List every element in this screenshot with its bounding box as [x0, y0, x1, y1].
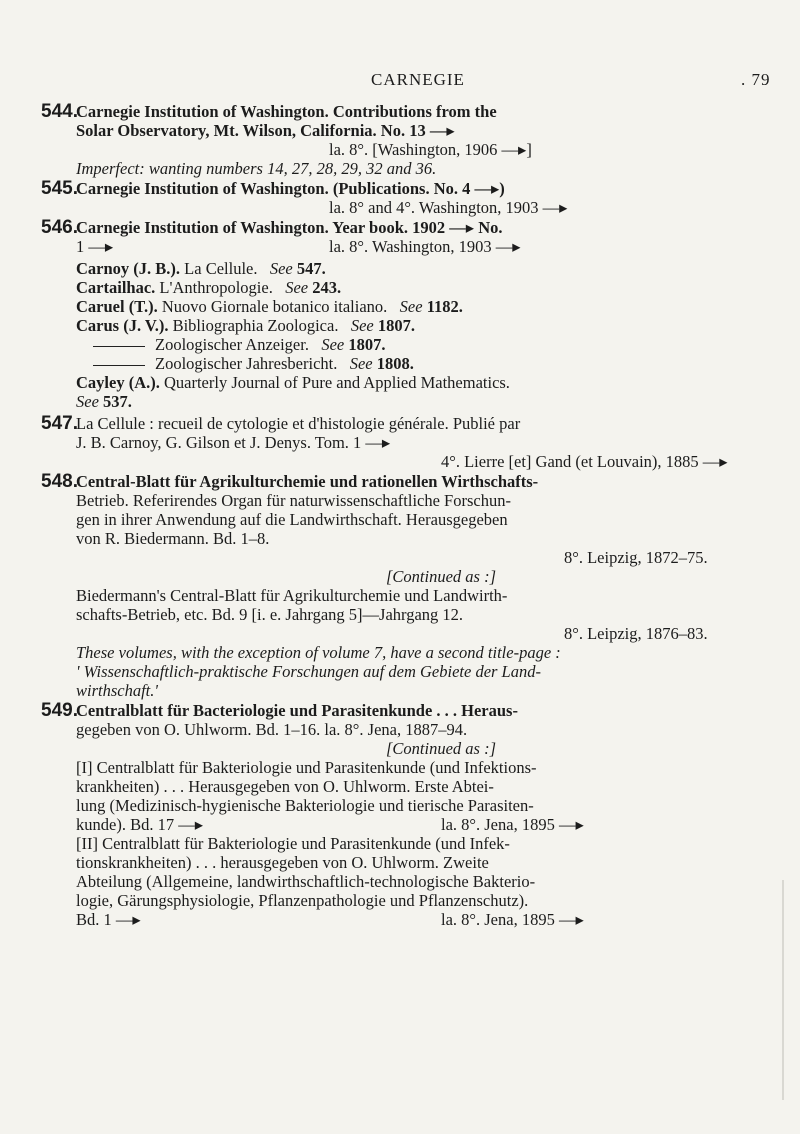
imprint-line: la. 8°. Jena, 1895 —▸	[441, 815, 584, 834]
entry-line: Central-Blatt für Agrikulturchemie und rationellen Wirthschafts-	[76, 472, 539, 491]
see-label: See	[321, 335, 345, 354]
entry-line: 1 —▸	[76, 237, 114, 256]
note-line: wirthschaft.'	[76, 681, 158, 700]
entry-line: Bd. 1 —▸	[76, 910, 141, 929]
ref-head: Cayley (A.).	[76, 373, 160, 392]
imprint-line: 8°. Leipzig, 1876–83.	[564, 624, 708, 643]
see-label: See	[269, 259, 293, 278]
entry-line: Solar Observatory, Mt. Wilson, California. No. 13 —▸	[76, 121, 455, 140]
ref-target: 537.	[103, 392, 132, 411]
ditto-rule	[93, 365, 145, 366]
imprint-line: la. 8°. [Washington, 1906 —▸]	[329, 140, 532, 159]
entry-546	[41, 218, 766, 256]
running-head	[0, 70, 800, 94]
page-number: . 79	[741, 70, 771, 89]
entry-line: gen in ihrer Anwendung auf die Landwirthschaft. Herausgegeben	[76, 510, 508, 529]
ref-text: La Cellule.	[184, 259, 258, 278]
continued-note: [Continued as :]	[386, 567, 497, 586]
entry-line: Betrieb. Referirendes Organ für naturwissenschaftliche Forschun-	[76, 491, 511, 510]
page-crease	[782, 880, 784, 1100]
entry-number: 546.	[41, 217, 78, 238]
ref-text: Bibliographia Zoologica.	[172, 316, 339, 335]
entry-544	[41, 102, 766, 178]
entry-line: Carnegie Institution of Washington. Year book. 1902 —▸ No.	[76, 218, 503, 237]
entry-number: 544.	[41, 101, 78, 122]
entry-number: 549.	[41, 700, 78, 721]
entry-line: Carnegie Institution of Washington. (Publications. No. 4 —▸)	[76, 179, 505, 198]
ref-target: 1182.	[426, 297, 463, 316]
entry-line: logie, Gärungsphysiologie, Pflanzenpathologie und Pflanzenschutz).	[76, 891, 529, 910]
entry-line: kunde). Bd. 17 —▸	[76, 815, 203, 834]
see-label: See	[285, 278, 309, 297]
cross-references	[41, 259, 766, 411]
entry-line: Biedermann's Central-Blatt für Agrikulturchemie und Landwirth-	[76, 586, 508, 605]
see-label: See	[76, 392, 99, 411]
imprint-line: 4°. Lierre [et] Gand (et Louvain), 1885 —▸	[441, 452, 728, 471]
entry-line: J. B. Carnoy, G. Gilson et J. Denys. Tom. 1 —▸	[76, 433, 391, 452]
imprint-line: la. 8°. Jena, 1895 —▸	[441, 910, 584, 929]
entry-549	[41, 701, 766, 929]
ditto-rule	[93, 346, 145, 347]
entry-line: Abteilung (Allgemeine, landwirthschaftlich-technologische Bakterio-	[76, 872, 536, 891]
ref-target: 547.	[296, 259, 326, 278]
entry-number: 547.	[41, 413, 78, 434]
note-line: Imperfect: wanting numbers 14, 27, 28, 29, 32 and 36.	[76, 159, 437, 178]
entry-545	[41, 179, 766, 217]
entry-line: schafts-Betrieb, etc. Bd. 9 [i. e. Jahrgang 5]—Jahrgang 12.	[76, 605, 464, 624]
see-label: See	[350, 316, 374, 335]
see-label: See	[349, 354, 373, 373]
ref-target: 1807.	[377, 316, 415, 335]
ref-head: Carus (J. V.).	[76, 316, 169, 335]
imprint-line: 8°. Leipzig, 1872–75.	[564, 548, 708, 567]
ref-text: L'Anthropologie.	[159, 278, 273, 297]
imprint-line: la. 8°. Washington, 1903 —▸	[329, 237, 521, 256]
entry-number: 548.	[41, 471, 78, 492]
entry-line: von R. Biedermann. Bd. 1–8.	[76, 529, 270, 548]
entry-line: tionskrankheiten) . . . herausgegeben von O. Uhlworm. Zweite	[76, 853, 489, 872]
ref-target: 243.	[312, 278, 342, 297]
note-line: ' Wissenschaftlich-praktische Forschungen auf dem Gebiete der Land-	[76, 662, 541, 681]
catalog-entries	[41, 102, 766, 930]
page-title: CARNEGIE	[371, 70, 465, 89]
entry-547	[41, 414, 766, 471]
ref-text: Zoologischer Jahresbericht.	[155, 354, 338, 373]
ref-text: Zoologischer Anzeiger.	[155, 335, 309, 354]
entry-line: La Cellule : recueil de cytologie et d'histologie générale. Publié par	[76, 414, 521, 433]
entry-line: Carnegie Institution of Washington. Contributions from the	[76, 102, 497, 121]
entry-line: krankheiten) . . . Herausgegeben von O. Uhlworm. Erste Abtei-	[76, 777, 494, 796]
entry-line: [I] Centralblatt für Bakteriologie und Parasitenkunde (und Infektions-	[76, 758, 537, 777]
entry-number: 545.	[41, 178, 78, 199]
ref-target: 1807.	[348, 335, 386, 354]
ref-head: Cartailhac.	[76, 278, 156, 297]
ref-head: Caruel (T.).	[76, 297, 158, 316]
ref-text: Nuovo Giornale botanico italiano.	[161, 297, 388, 316]
continued-note: [Continued as :]	[386, 739, 497, 758]
imprint-line: la. 8° and 4°. Washington, 1903 —▸	[329, 198, 568, 217]
entry-line: lung (Medizinisch-hygienische Bakteriologie und tierische Parasiten-	[76, 796, 534, 815]
ref-target: 1808.	[376, 354, 414, 373]
see-label: See	[399, 297, 423, 316]
entry-548	[41, 472, 766, 700]
entry-line: Centralblatt für Bacteriologie und Parasitenkunde . . . Heraus-	[76, 701, 518, 720]
ref-head: Carnoy (J. B.).	[76, 259, 181, 278]
ref-text: Quarterly Journal of Pure and Applied Mathematics.	[163, 373, 510, 392]
note-line: These volumes, with the exception of volume 7, have a second title-page :	[76, 643, 561, 662]
entry-line: [II] Centralblatt für Bakteriologie und Parasitenkunde (und Infek-	[76, 834, 510, 853]
entry-line: gegeben von O. Uhlworm. Bd. 1–16. la. 8°. Jena, 1887–94.	[76, 720, 468, 739]
